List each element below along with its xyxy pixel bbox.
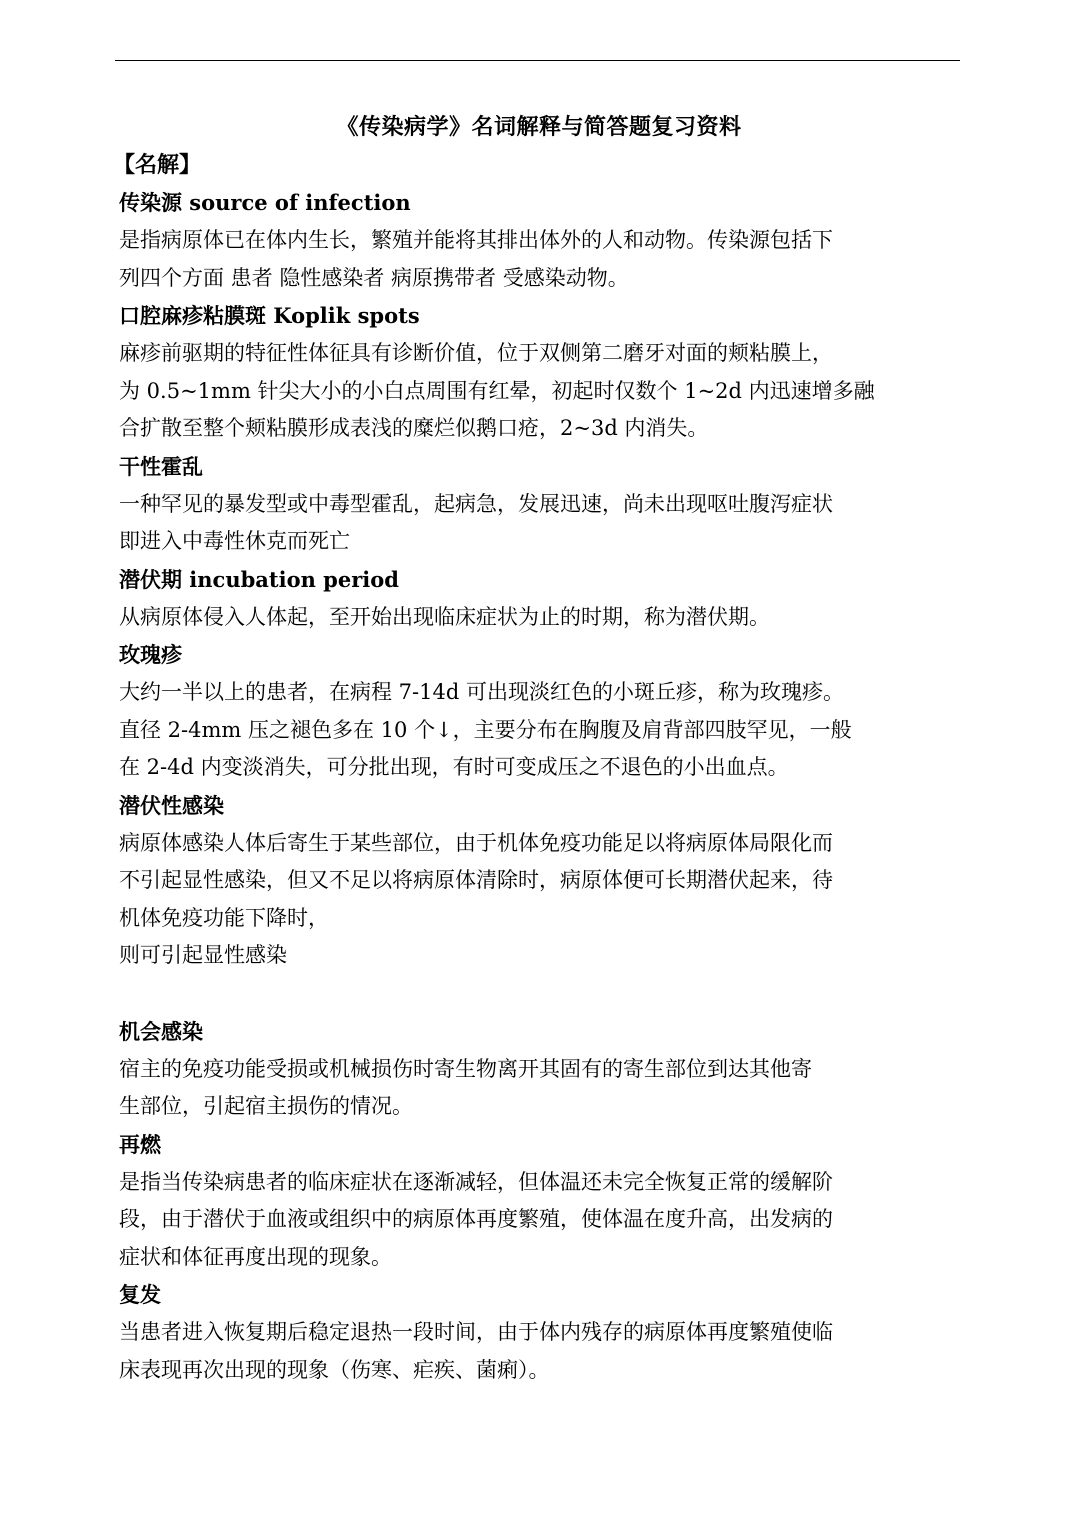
- glossary-entry: [119, 448, 959, 561]
- term-heading: 复发: [119, 1282, 161, 1307]
- definition-line: 则可引起显性感染: [119, 943, 287, 967]
- definition-line: 当患者进入恢复期后稳定退热一段时间，由于体内残存的病原体再度繁殖使临: [119, 1320, 833, 1344]
- definition-line: 麻疹前驱期的特征性体征具有诊断价值，位于双侧第二磨牙对面的颊粘膜上，: [119, 341, 833, 365]
- definition-line: 为 0.5~1mm 针尖大小的小白点周围有红晕，初起时仅数个 1~2d 内迅速增多融: [119, 378, 875, 403]
- header-rule: [115, 60, 960, 61]
- term-definition: [119, 1051, 959, 1126]
- term-definition: [119, 825, 959, 975]
- page-content: [113, 108, 959, 1389]
- term-definition: [119, 486, 959, 561]
- definition-line: 不引起显性感染，但又不足以将病原体清除时，病原体便可长期潜伏起来，待: [119, 868, 833, 892]
- definition-line: 生部位，引起宿主损伤的情况。: [119, 1094, 413, 1118]
- definition-line: 即进入中毒性休克而死亡: [119, 529, 350, 553]
- glossary-entry: [119, 787, 959, 975]
- definition-line: 病原体感染人体后寄生于某些部位，由于机体免疫功能足以将病原体局限化而: [119, 830, 833, 855]
- definition-line: 宿主的免疫功能受损或机械损伤时寄生物离开其固有的寄生部位到达其他寄: [119, 1056, 812, 1081]
- term-definition: [119, 674, 959, 787]
- definition-line: 症状和体征再度出现的现象。: [119, 1244, 392, 1269]
- term-heading: 玫瑰疹: [119, 642, 182, 667]
- term-definition: [119, 1164, 959, 1277]
- definition-line: 大约一半以上的患者，在病程 7-14d 可出现淡红色的小斑丘疹，称为玫瑰疹。: [119, 680, 844, 704]
- term-heading: 潜伏期 incubation period: [119, 566, 399, 592]
- section-label: 【名解】: [113, 152, 202, 178]
- glossary-entry: [119, 184, 959, 297]
- definition-line: 一种罕见的暴发型或中毒型霍乱，起病急，发展迅速，尚未出现呕吐腹泻症状: [119, 491, 833, 516]
- glossary-entry: [119, 297, 959, 448]
- term-definition: [119, 335, 959, 448]
- term-definition: [119, 222, 959, 297]
- definition-line: 段，由于潜伏于血液或组织中的病原体再度繁殖，使体温在度升高，出发病的: [119, 1207, 833, 1231]
- term-heading: 传染源 source of infection: [119, 190, 411, 215]
- glossary-entry: [119, 1276, 959, 1389]
- definition-line: 从病原体侵入人体起，至开始出现临床症状为止的时期，称为潜伏期。: [119, 604, 770, 629]
- glossary-entry: [119, 561, 959, 637]
- term-definition: [119, 599, 959, 637]
- glossary-entry: [119, 1013, 959, 1126]
- term-heading: 再燃: [119, 1131, 161, 1157]
- definition-line: 机体免疫功能下降时，: [119, 905, 329, 930]
- blank-line: [119, 975, 959, 1013]
- definition-line: 是指当传染病患者的临床症状在逐渐减轻，但体温还未完全恢复正常的缓解阶: [119, 1169, 833, 1194]
- definition-line: 床表现再次出现的现象（伤寒、疟疾、菌痢）。: [119, 1357, 550, 1382]
- document-title: 《传染病学》名词解释与简答题复习资料: [336, 114, 742, 140]
- term-heading: 机会感染: [119, 1018, 203, 1044]
- term-definition: [119, 1314, 959, 1389]
- glossary-entry: [119, 636, 959, 787]
- glossary-entry: [119, 1126, 959, 1277]
- term-heading: 干性霍乱: [119, 453, 203, 479]
- definition-line: 合扩散至整个颊粘膜形成表浅的糜烂似鹅口疮，2~3d 内消失。: [119, 416, 709, 440]
- term-heading: 潜伏性感染: [119, 792, 224, 818]
- term-heading: 口腔麻疹粘膜斑 Koplik spots: [119, 303, 420, 328]
- definition-line: 直径 2-4mm 压之褪色多在 10 个↓，主要分布在胸腹及肩背部四肢罕见，一般: [119, 717, 852, 742]
- definition-line: 是指病原体已在体内生长，繁殖并能将其排出体外的人和动物。传染源包括下: [119, 228, 833, 252]
- definition-line: 在 2-4d 内变淡消失，可分批出现，有时可变成压之不退色的小出血点。: [119, 755, 789, 779]
- definition-line: 列四个方面 患者 隐性感染者 病原携带者 受感染动物。: [119, 265, 629, 290]
